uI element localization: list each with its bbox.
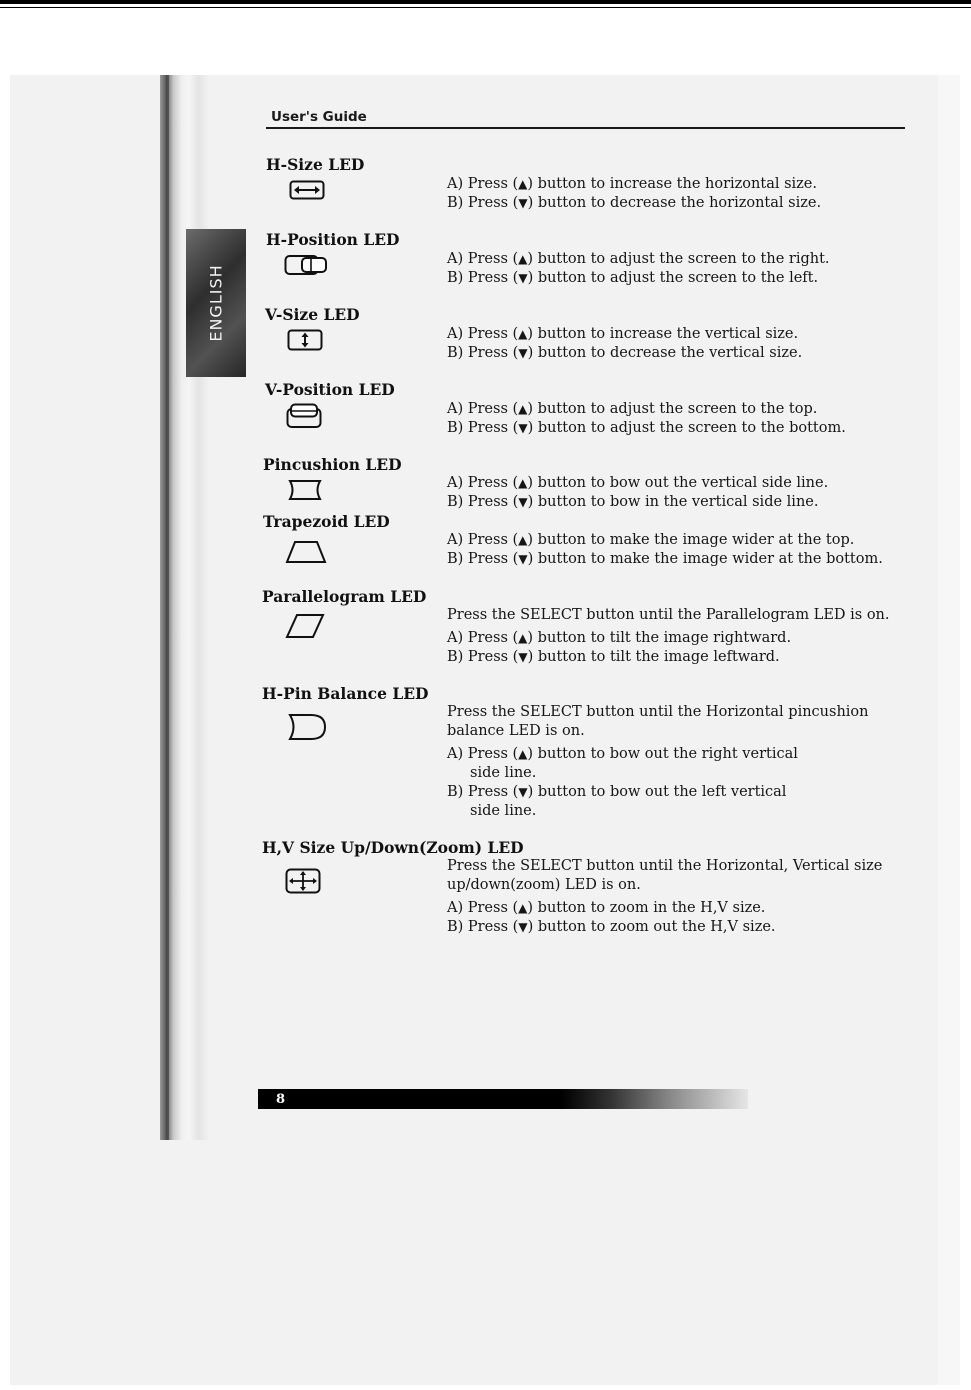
down-arrow-icon: ▼ [518,552,528,566]
trapezoid-icon [285,540,327,564]
up-arrow-icon: ▲ [518,747,528,761]
language-tab-label: ENGLISH [206,264,226,342]
led-title-zoom: H,V Size Up/Down(Zoom) LED [262,838,524,857]
down-arrow-icon: ▼ [518,346,528,360]
up-arrow-icon: ▲ [518,252,528,266]
up-arrow-icon: ▲ [518,327,528,341]
down-arrow-icon: ▼ [518,196,528,210]
v-position-description: A) Press (▲) button to adjust the screen to the top. B) Press (▼) button to adjust the screen to the bottom. [447,401,846,436]
led-title-pincushion: Pincushion LED [263,455,402,474]
v-size-description: A) Press (▲) button to increase the vertical size. B) Press (▼) button to decrease the vertical size. [447,326,803,361]
language-tab [186,229,246,377]
zoom-icon [285,868,321,894]
header-rule [266,127,905,129]
led-title-trapezoid: Trapezoid LED [263,512,390,531]
binding-line [166,75,169,1140]
up-arrow-icon: ▲ [518,901,528,915]
top-rule-thin [0,7,971,8]
parallelogram-icon [285,613,325,639]
h-position-description: A) Press (▲) button to adjust the screen to the right. B) Press (▼) button to adjust the screen to the left. [447,251,830,286]
down-arrow-icon: ▼ [518,650,528,664]
up-arrow-icon: ▲ [518,631,528,645]
scan-edge [938,75,960,1385]
led-title-v-size: V-Size LED [265,305,360,324]
h-position-icon [284,254,330,276]
parallelogram-description: Press the SELECT button until the Parallelogram LED is on. A) Press (▲) button to tilt the image rightward. B) Press (▼) button to tilt the image leftward. [447,607,890,665]
pincushion-icon [287,479,323,501]
up-arrow-icon: ▲ [518,476,528,490]
running-head: User's Guide [271,109,367,125]
led-title-parallelogram: Parallelogram LED [262,587,427,606]
top-rule-thick [0,0,971,4]
up-arrow-icon: ▲ [518,533,528,547]
down-arrow-icon: ▼ [518,495,528,509]
page-number: 8 [276,1092,286,1107]
h-size-icon [289,180,325,200]
h-pin-balance-icon [287,713,327,741]
led-title-h-pin-balance: H-Pin Balance LED [262,684,429,703]
trapezoid-description: A) Press (▲) button to make the image wider at the top. B) Press (▼) button to make the image wider at the bottom. [447,532,883,567]
pincushion-description: A) Press (▲) button to bow out the vertical side line. B) Press (▼) button to bow in the vertical side line. [447,475,829,510]
zoom-description: Press the SELECT button until the Horizontal, Vertical size up/down(zoom) LED is on. A) Press (▲) button to zoom in the H,V size. B) Press (▼) button to zoom out the H,V size. [447,858,883,935]
down-arrow-icon: ▼ [518,920,528,934]
led-title-h-size: H-Size LED [266,155,365,174]
footer-bar [258,1089,748,1109]
v-position-icon [286,403,322,429]
down-arrow-icon: ▼ [518,271,528,285]
down-arrow-icon: ▼ [518,421,528,435]
up-arrow-icon: ▲ [518,177,528,191]
v-size-icon [287,329,323,351]
h-pin-balance-description: Press the SELECT button until the Horizontal pincushion balance LED is on. A) Press (▲) button to bow out the right vertical side line. B) Press (▼) button to bow out the left vertical side line. [447,704,869,819]
up-arrow-icon: ▲ [518,402,528,416]
h-size-description: A) Press (▲) button to increase the horizontal size. B) Press (▼) button to decrease the horizontal size. [447,176,822,211]
led-title-h-position: H-Position LED [266,230,400,249]
led-title-v-position: V-Position LED [265,380,395,399]
down-arrow-icon: ▼ [518,785,528,799]
